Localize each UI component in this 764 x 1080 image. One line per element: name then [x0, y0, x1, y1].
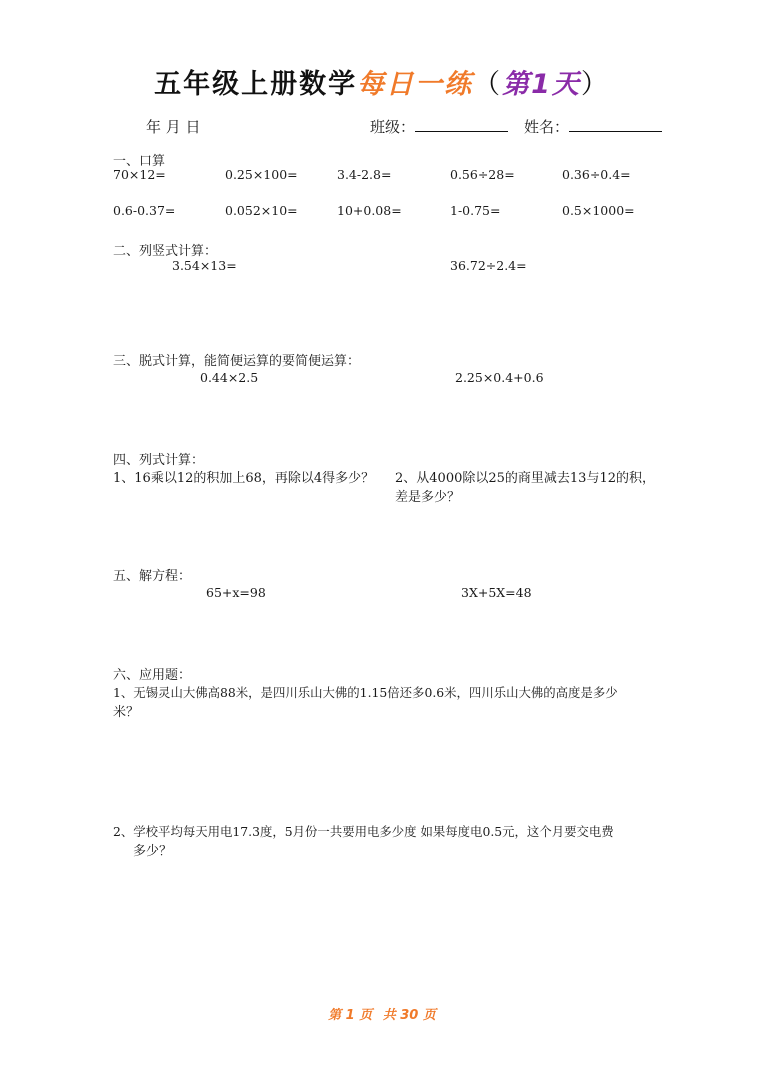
application-question-1-line-2: 米？: [113, 705, 140, 720]
application-question-2-line-2: 多少？: [133, 844, 173, 859]
section-application-title: 六、应用题：: [113, 668, 192, 683]
oral-item: 70×12=: [113, 167, 166, 182]
oral-item: 3.4-2.8=: [337, 167, 392, 182]
section-vertical-title: 二、列竖式计算：: [113, 244, 218, 259]
title-grade-subject: 五年级上册数学: [154, 69, 358, 100]
application-question-1-line-1: 1、无锡灵山大佛高88米，是四川乐山大佛的1.15倍还多0.6米，四川乐山大佛的高度是多少: [113, 685, 618, 700]
simplify-item: 0.44×2.5: [200, 370, 259, 385]
section-formula-title: 四、列式计算：: [113, 453, 205, 468]
title-daily-practice: 每日一练: [357, 69, 474, 100]
oral-item: 0.36÷0.4=: [562, 167, 631, 182]
page-footer: [0, 1004, 764, 1023]
vertical-item: 3.54×13=: [172, 258, 237, 273]
simplify-item: 2.25×0.4+0.6: [455, 370, 544, 385]
name-field-label: 姓名：: [524, 118, 570, 136]
equation-item: 3X+5X=48: [461, 585, 532, 600]
title-day-number: 第1天: [502, 69, 581, 100]
oral-item: 0.052×10=: [225, 203, 298, 218]
formula-question-2-line-1: 2、从4000除以25的商里减去13与12的积，: [395, 471, 655, 486]
oral-item: 1-0.75=: [450, 203, 501, 218]
oral-item: 0.25×100=: [225, 167, 298, 182]
page-total: 共 30 页: [382, 1008, 436, 1023]
section-oral-title: 一、口算: [113, 154, 166, 169]
section-equation-title: 五、解方程：: [113, 569, 192, 584]
equation-item: 65+x=98: [206, 585, 266, 600]
oral-item: 10+0.08=: [337, 203, 402, 218]
application-question-2-line-1: 2、学校平均每天用电17.3度，5月份一共要用电多少度 如果每度电0.5元，这个月要交电费: [113, 824, 614, 839]
formula-question-1: 1、16乘以12的积加上68，再除以4得多少？: [113, 471, 375, 486]
date-field-label: 年 月 日: [146, 118, 201, 136]
class-blank-line[interactable]: [415, 131, 508, 132]
vertical-item: 36.72÷2.4=: [450, 258, 527, 273]
oral-item: 0.56÷28=: [450, 167, 515, 182]
title-paren-open: （: [473, 69, 503, 100]
worksheet-title: [0, 62, 764, 101]
oral-item: 0.5×1000=: [562, 203, 635, 218]
page-number: 第 1 页: [328, 1008, 373, 1023]
oral-item: 0.6-0.37=: [113, 203, 176, 218]
class-field-label: 班级：: [370, 118, 416, 136]
name-blank-line[interactable]: [569, 131, 662, 132]
title-paren-close: ）: [580, 69, 610, 100]
section-simplify-title: 三、脱式计算，能简便运算的要简便运算：: [113, 354, 361, 369]
formula-question-2-line-2: 差是多少？: [395, 490, 461, 505]
